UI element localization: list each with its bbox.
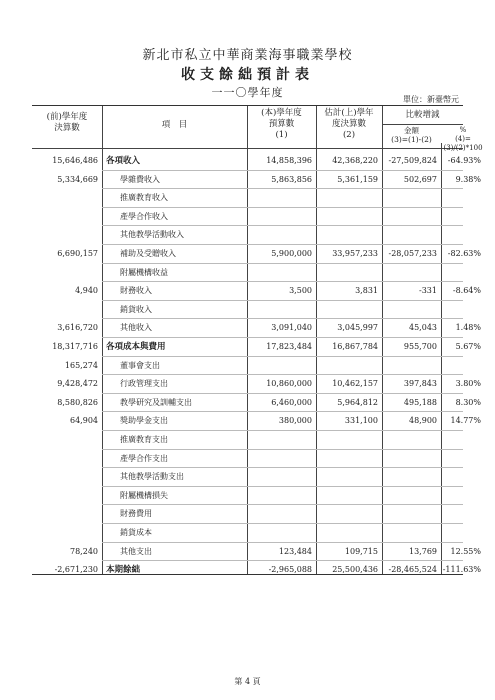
header-budget: (本)學年度 預算數 (1): [261, 108, 302, 140]
cell-item: 產學合作支出: [120, 453, 168, 463]
compare-subheader-rule: [382, 124, 463, 125]
cell-item: 產學合作收入: [120, 211, 168, 221]
row-divider: [102, 318, 463, 319]
cell-item: 其他教學活動收入: [120, 230, 184, 240]
row-divider: [102, 300, 463, 301]
cell-pct: -64.93%: [447, 156, 481, 165]
cell-pct: 8.30%: [455, 397, 481, 407]
cell-prev: 15,646,486: [52, 156, 98, 165]
row-divider: [102, 504, 463, 505]
header-amount: 金額 (3)=(1)-(2): [391, 126, 432, 144]
cell-item: 推廣教育收入: [120, 193, 168, 203]
cell-item: 各項成本與費用: [106, 342, 166, 352]
cell-estimate: 5,964,812: [337, 397, 378, 407]
cell-prev: 3,616,720: [57, 323, 98, 333]
row-divider: [102, 188, 463, 189]
row-divider: [102, 411, 463, 412]
cell-prev: 4,940: [75, 286, 98, 296]
cell-item: 附屬機構收益: [120, 267, 168, 277]
cell-prev: 165,274: [64, 360, 98, 370]
cell-budget: 3,091,040: [271, 323, 312, 333]
cell-pct: -8.64%: [452, 286, 481, 296]
cell-item: 本期餘絀: [106, 565, 141, 576]
header-estimate: 估計(上)學年 度決算數 (2): [324, 108, 374, 140]
row-divider: [102, 207, 463, 208]
row-divider: [102, 170, 463, 171]
row-divider: [102, 560, 463, 561]
header-item: 項 目: [161, 120, 188, 130]
cell-item: 其他收入: [120, 323, 152, 333]
school-year: 一一〇學年度: [211, 86, 284, 99]
cell-amount: 13,769: [409, 546, 437, 556]
header-compare: 比較增減: [405, 110, 440, 120]
row-divider: [102, 467, 463, 468]
cell-estimate: 33,957,233: [332, 249, 378, 258]
cell-budget: 10,860,000: [266, 379, 312, 389]
cell-pct: -82.63%: [447, 249, 481, 258]
cell-amount: 45,043: [409, 323, 437, 333]
school-name: 新北市私立中華商業海事職業學校: [142, 48, 353, 63]
cell-item: 董事會支出: [120, 360, 160, 370]
row-divider: [102, 542, 463, 543]
cell-estimate: 109,715: [344, 546, 378, 556]
cell-prev: 78,240: [70, 546, 98, 556]
cell-item: 補助及受贈收入: [120, 249, 176, 258]
cell-prev: 8,580,826: [57, 397, 98, 407]
cell-estimate: 331,100: [344, 416, 378, 426]
cell-item: 附屬機構損失: [120, 490, 168, 500]
cell-item: 獎助學金支出: [120, 416, 168, 426]
cell-budget: 6,460,000: [271, 397, 312, 407]
row-divider: [102, 374, 463, 375]
cell-amount: 48,900: [409, 416, 437, 426]
cell-prev: 18,317,716: [52, 342, 98, 351]
row-divider: [102, 356, 463, 357]
cell-item: 財務收入: [120, 286, 152, 296]
cell-budget: 123,484: [278, 546, 312, 556]
cell-prev: 5,334,669: [57, 174, 98, 184]
cell-item: 其他支出: [120, 546, 152, 556]
header-prev-final: (前)學年度 決算數: [46, 112, 88, 133]
cell-item: 學雜費收入: [120, 174, 160, 184]
cell-budget: 5,863,856: [271, 174, 312, 184]
cell-budget: 3,500: [289, 286, 312, 296]
currency-unit: 單位：新臺幣元: [403, 95, 459, 104]
cell-item: 銷貨收入: [120, 304, 152, 314]
cell-estimate: 3,045,997: [337, 323, 378, 333]
header-rule: [32, 148, 463, 149]
cell-amount: 502,697: [403, 174, 437, 184]
cell-item: 行政管理支出: [120, 379, 168, 389]
cell-amount: -27,509,824: [388, 156, 437, 165]
cell-amount: 955,700: [403, 342, 437, 351]
cell-item: 其他教學活動支出: [120, 472, 184, 482]
cell-item: 教學研究及訓輔支出: [120, 397, 192, 407]
cell-amount: -28,057,233: [388, 249, 437, 258]
cell-pct: 12.55%: [450, 546, 481, 556]
cell-estimate: 10,462,157: [332, 379, 378, 389]
row-divider: [102, 486, 463, 487]
cell-budget: -2,965,088: [268, 565, 312, 575]
cell-item: 各項收入: [106, 156, 141, 166]
cell-pct: -111.63%: [442, 565, 481, 575]
cell-prev: -2,671,230: [54, 565, 98, 575]
row-divider: [102, 430, 463, 431]
cell-pct: 1.48%: [455, 323, 481, 333]
cell-estimate: 3,831: [355, 286, 378, 296]
cell-budget: 17,823,484: [266, 342, 312, 351]
row-divider: [102, 337, 463, 338]
cell-estimate: 25,500,436: [332, 565, 378, 575]
row-divider: [102, 244, 463, 245]
header-percent: % (4)=(3)/(2)*100: [443, 126, 483, 152]
row-divider: [102, 523, 463, 524]
cell-amount: 397,843: [403, 379, 437, 389]
cell-amount: 495,188: [403, 397, 437, 407]
cell-pct: 3.80%: [455, 379, 481, 389]
cell-prev: 9,428,472: [57, 379, 98, 389]
row-divider: [102, 393, 463, 394]
row-divider: [102, 449, 463, 450]
budget-table: [32, 105, 483, 576]
cell-estimate: 42,368,220: [332, 156, 378, 165]
cell-budget: 14,858,396: [266, 156, 312, 165]
cell-pct: 14.77%: [450, 416, 481, 426]
cell-prev: 6,690,157: [57, 249, 98, 258]
cell-item: 財務費用: [120, 509, 152, 519]
cell-item: 推廣教育支出: [120, 435, 168, 444]
cell-prev: 64,904: [70, 416, 98, 426]
cell-amount: -331: [419, 286, 437, 296]
report-title: 收支餘絀預計表: [181, 67, 314, 83]
page-number: 第 4 頁: [234, 677, 261, 686]
row-divider: [102, 263, 463, 264]
cell-budget: 380,000: [278, 416, 312, 426]
cell-pct: 9.38%: [455, 174, 481, 184]
cell-pct: 5.67%: [455, 342, 481, 351]
cell-estimate: 5,361,159: [337, 174, 378, 184]
cell-item: 銷貨成本: [120, 528, 152, 537]
row-divider: [102, 225, 463, 226]
cell-budget: 5,900,000: [271, 249, 312, 258]
cell-amount: -28,465,524: [388, 565, 437, 575]
row-divider: [102, 281, 463, 282]
cell-estimate: 16,867,784: [332, 342, 378, 351]
